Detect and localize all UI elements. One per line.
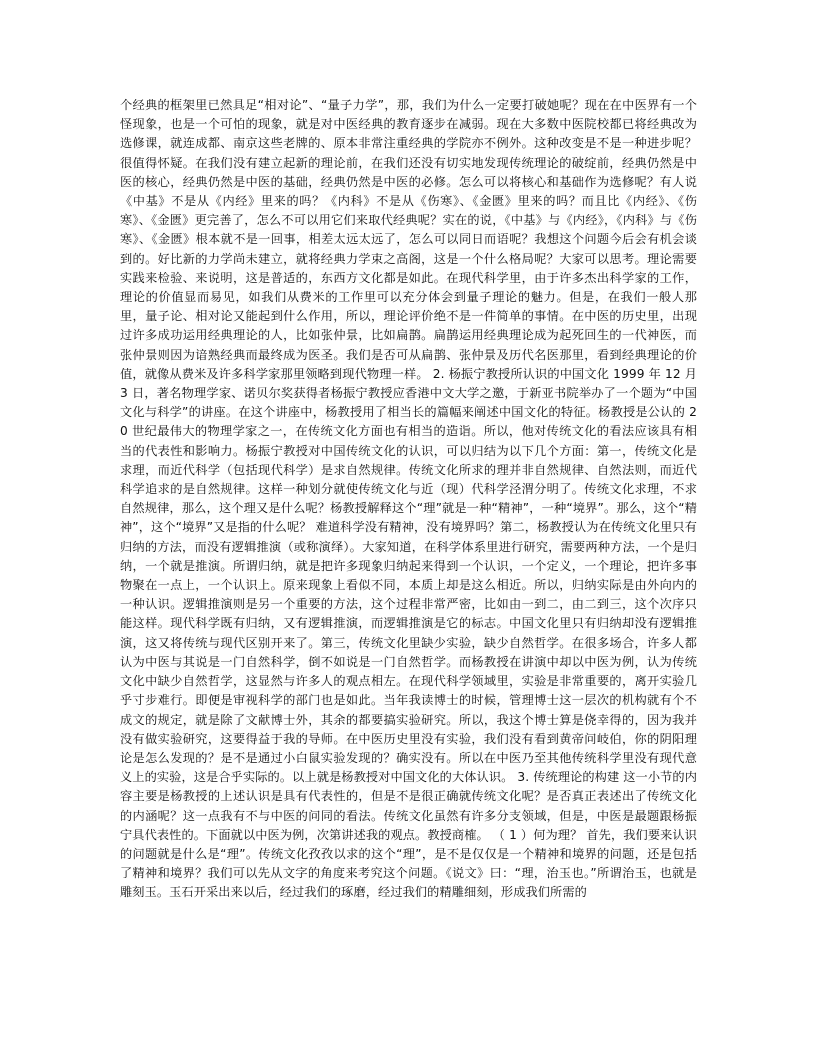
document-page xyxy=(120,96,697,996)
body-paragraph: 个经典的框架里已然具足“相对论”、“量子力学”，那，我们为什么一定要打破她呢？现在在中医界有一个怪现象，也是一个可怕的现象，就是对中医经典的教育逐步在减弱。现在大多数中医院校都已将经典改为选修课，就连成都、南京这些老牌的、原本非常注重经典的学院亦不例外。这种改变是不是一种进步呢？很值得怀疑。在我们没有建立起新的理论前，在我们还没有切实地发现传统理论的破绽前，经典仍然是中医的核心，经典仍然是中医的基础，经典仍然是中医的必修。怎么可以将核心和基础作为选修呢？有人说《中基》不是从《内经》里来的吗？《内科》不是从《伤寒》、《金匮》里来的吗？而且比《内经》、《伤寒》、《金匮》更完善了，怎么不可以用它们来取代经典呢？实在的说，《中基》与《内经》，《内科》与《伤寒》、《金匮》根本就不是一回事，相差太远太远了，怎么可以同日而语呢？我想这个问题今后会有机会谈到的。好比新的力学尚未建立，就将经典力学束之高阁，这是一个什么格局呢？大家可以思考。理论需要实践来检验、来说明，这是普适的，东西方文化都是如此。在现代科学里，由于许多杰出科学家的工作，理论的价值显而易见，如我们从费米的工作里可以充分体会到量子理论的魅力。但是，在我们一般人那里，量子论、相对论又能起到什么作用，所以，理论评价绝不是一件简单的事情。在中医的历史里，出现过许多成功运用经典理论的人，比如张仲景，比如扁鹊。扁鹊运用经典理论成为起死回生的一代神医，而张仲景则因为谙熟经典而最终成为医圣。我们是否可从扁鹊、张仲景及历代名医那里，看到经典理论的价值，就像从费米及许多科学家那里领略到现代物理一样。 2. 杨振宁教授所认识的中国文化 1999 年 12 月 3 日，著名物理学家、诺贝尔奖获得者杨振宁教授应香港中文大学之邀，于新亚书院举办了一个题为“中国文化与科学”的讲座。在这个讲座中，杨教授用了相当长的篇幅来阐述中国文化的特征。杨教授是公认的 20 世纪最伟大的物理学家之一，在传统文化方面也有相当的造诣。所以，他对传统文化的看法应该具有相当的代表性和影响力。杨振宁教授对中国传统文化的认识，可以归结为以下几个方面：第一，传统文化是求理，而近代科学（包括现代科学）是求自然规律。传统文化所求的理并非自然规律、自然法则，而近代科学追求的是自然规律。这样一种划分就使传统文化与近（现）代科学泾渭分明了。传统文化求理，不求自然规律，那么，这个理又是什么呢？杨教授解释这个“理”就是一种“精神”，一种“境界”。那么，这个“精神”，这个“境界”又是指的什么呢？ 难道科学没有精神，没有境界吗？第二，杨教授认为在传统文化里只有归纳的方法，而没有逻辑推演（或称演绎）。大家知道，在科学体系里进行研究，需要两种方法，一个是归纳，一个就是推演。所谓归纳，就是把许多现象归纳起来得到一个认识，一个定义，一个理论，把许多事物聚在一点上，一个认识上。原来现象上看似不同，本质上却是这么相近。所以，归纳实际是由外向内的一种认识。逻辑推演则是另一个重要的方法，这个过程非常严密，比如由一到二，由二到三，这个次序只能这样。现代科学既有归纳，又有逻辑推演，而逻辑推演是它的标志。中国文化里只有归纳却没有逻辑推演，这又将传统与现代区别开来了。第三，传统文化里缺少实验，缺少自然哲学。在很多场合，许多人都认为中医与其说是一门自然科学，倒不如说是一门自然哲学。而杨教授在讲演中却以中医为例，认为传统文化中缺少自然哲学，这显然与许多人的观点相左。在现代科学领域里，实验是非常重要的，离开实验几乎寸步难行。即便是审视科学的部门也是如此。当年我读博士的时候，管理博士这一层次的机构就有个不成文的规定，就是除了文献博士外，其余的都要搞实验研究。所以，我这个博士算是侥幸得的，因为我并没有做实验研究，这要得益于我的导师。在中医历史里没有实验，我们没有看到黄帝问岐伯，你的阴阳理论是怎么发现的？是不是通过小白鼠实验发现的？确实没有。所以在中医乃至其他传统科学里没有现代意义上的实验，这是合乎实际的。以上就是杨教授对中国文化的大体认识。 3. 传统理论的构建 这一小节的内容主要是杨教授的上述认识是具有代表性的，但是不是很正确就传统文化呢？是否真正表述出了传统文化的内涵呢？这一点我有不与中医的问同的看法。传统文化虽然有许多分支领域，但是，中医是最题跟杨振宁具代表性的。下面就以中医为例，次第讲述我的观点。教授商榷。 （ 1 ）何为理？ 首先，我们要来认识的问题就是什么是“理”。传统文化孜孜以求的这个“理”，是不是仅仅是一个精神和境界的问题，还是包括了精神和境界？我们可以先从文字的角度来考究这个问题。《说文》曰：“理，治玉也。”所谓治玉，也就是雕刻玉。玉石开采出来以后，经过我们的琢磨，经过我们的精雕细刻，形成我们所需的 xyxy=(120,98,697,900)
